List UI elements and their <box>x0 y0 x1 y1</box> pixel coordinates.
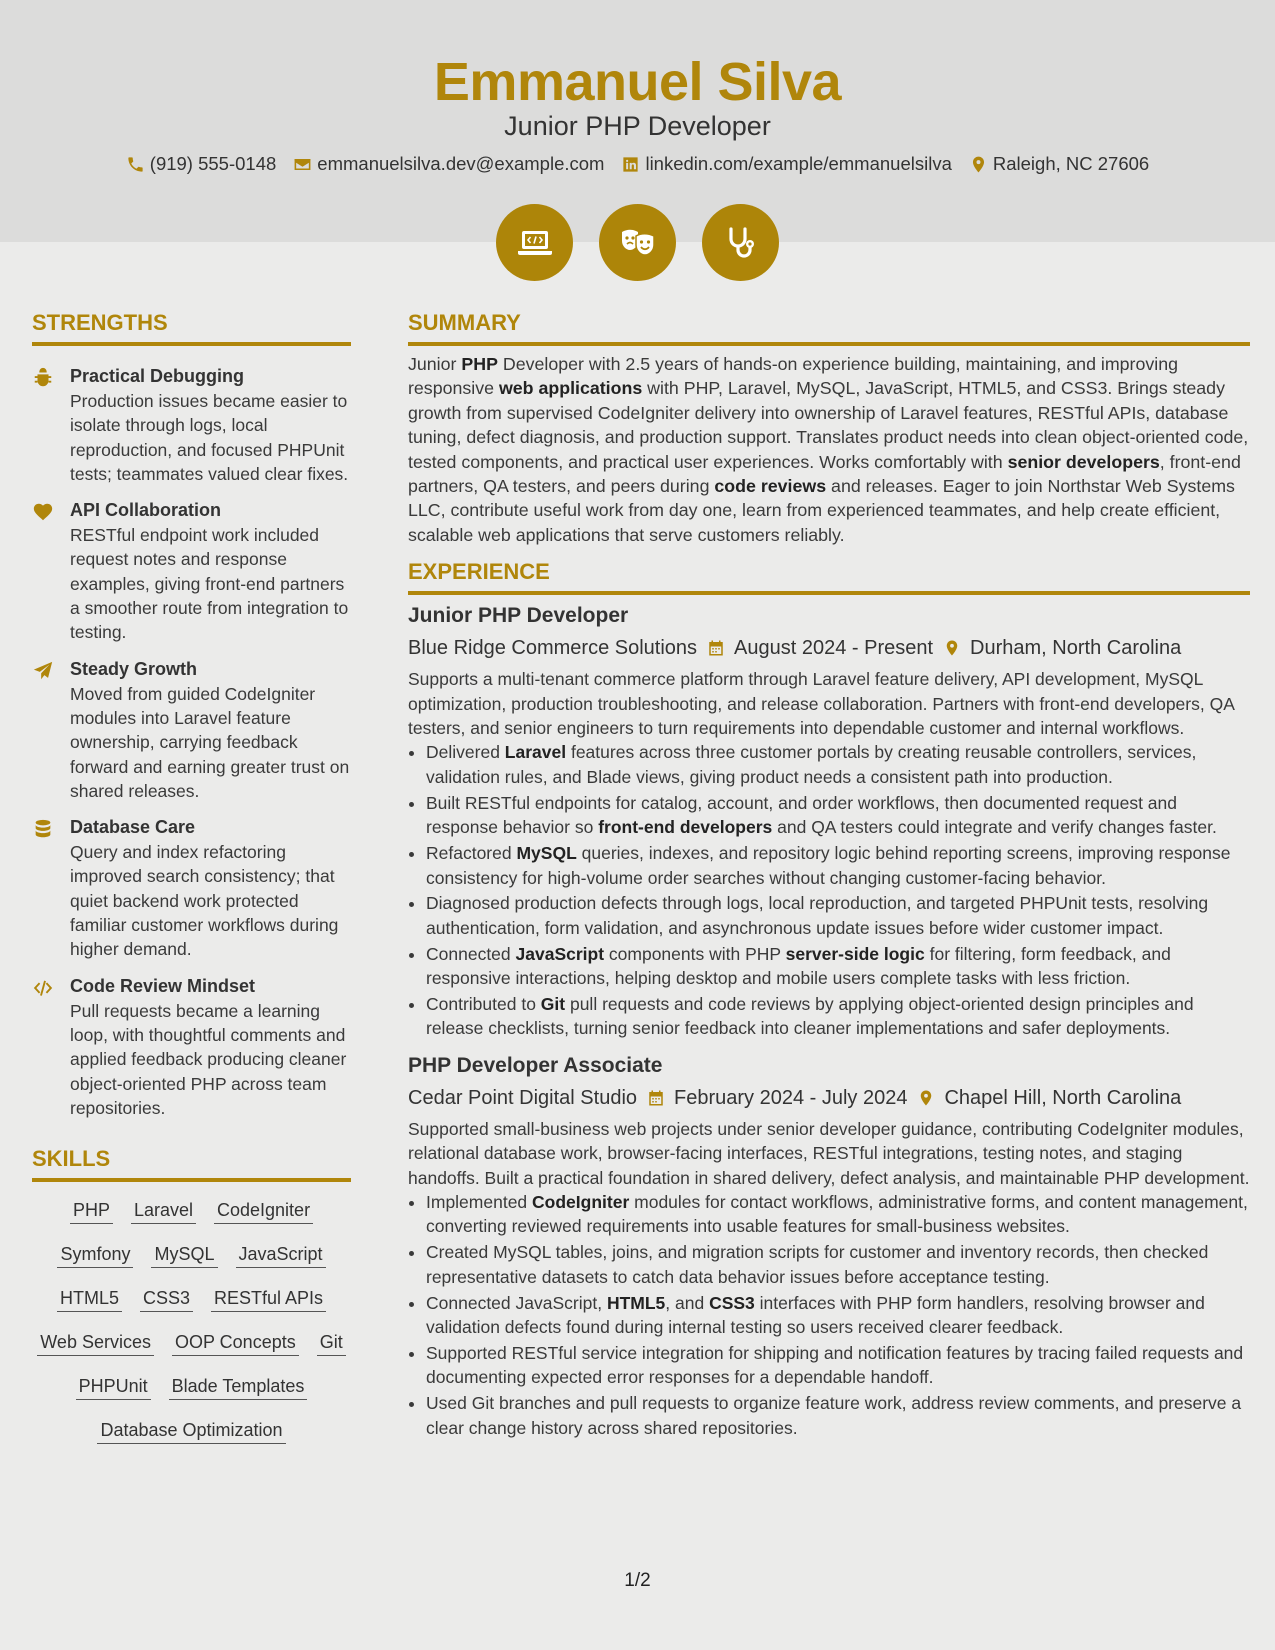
text-run: Diagnosed production defects through logs, local reproduction, and targeted PHPUnit tests, resolving authentication, form validation, and asynchronous update issues before wider customer impact. <box>426 893 1209 938</box>
list-item <box>426 1291 1250 1340</box>
strength-title: API Collaboration <box>70 500 222 521</box>
text-run: queries, indexes, and repository logic behind reporting screens, improving response consistency for high-volume order searches without changing customer-facing behavior. <box>426 843 1231 888</box>
bold-keyword: code reviews <box>714 476 827 497</box>
skill-tag: Git <box>317 1329 346 1356</box>
skill-tag: JavaScript <box>236 1241 326 1268</box>
candidate-name: Emmanuel Silva <box>433 52 842 112</box>
bold-keyword: front-end developers <box>598 817 773 838</box>
bold-keyword: MySQL <box>516 843 577 864</box>
theater-masks-icon <box>618 223 658 263</box>
job-entry <box>408 1051 1250 1440</box>
job-title: PHP Developer Associate <box>408 1053 663 1077</box>
database-icon <box>32 818 54 840</box>
job-location-text: Chapel Hill, North Carolina <box>944 1086 1182 1109</box>
strength-title: Code Review Mindset <box>70 975 256 996</box>
skill-tag: PHP <box>70 1197 113 1224</box>
text-run: Implemented <box>426 1192 533 1213</box>
list-item <box>426 791 1250 840</box>
job-title: Junior PHP Developer <box>408 604 629 628</box>
list-item <box>426 1391 1250 1440</box>
text-run: features across three customer portals by creating reusable controllers, services, validation rules, and Blade views, giving product needs a consistent path into production. <box>426 742 1197 787</box>
text-run: Connected JavaScript, <box>426 1292 607 1313</box>
badge-laptop-code <box>496 204 573 281</box>
strength-description: Pull requests became a learning loop, with thoughtful comments and applied feedback producing cleaner object-oriented PHP across team repositories. <box>70 1000 347 1118</box>
job-meta <box>408 631 1250 665</box>
bold-keyword: Git <box>540 994 566 1015</box>
skills-list <box>32 1182 351 1454</box>
strength-item <box>32 364 351 486</box>
candidate-title: Junior PHP Developer <box>504 111 771 141</box>
skills-heading: SKILLS <box>32 1142 351 1182</box>
strength-item <box>32 815 351 961</box>
job-location <box>917 1081 1181 1115</box>
page-number: 1/2 <box>624 1570 651 1591</box>
text-run: Created MySQL tables, joins, and migration scripts for customer and inventory records, then checked representative datasets to catch data behavior issues before acceptance testing. <box>426 1242 1209 1287</box>
contact-location <box>969 150 1149 178</box>
text-run: Junior <box>408 354 462 374</box>
stethoscope-icon <box>721 223 761 263</box>
paper-plane-icon <box>32 660 54 682</box>
summary-text <box>408 352 1250 547</box>
map-pin-icon <box>969 155 988 174</box>
contact-bar <box>0 150 1275 178</box>
bold-keyword: JavaScript <box>515 943 605 964</box>
job-bullets <box>408 1190 1250 1440</box>
job-dates <box>647 1081 907 1115</box>
job-meta <box>408 1081 1250 1115</box>
job-dates-text: February 2024 - July 2024 <box>674 1086 908 1109</box>
strength-item <box>32 657 351 803</box>
skill-tag: CSS3 <box>140 1285 193 1312</box>
list-item <box>426 942 1250 991</box>
bug-icon <box>32 367 54 389</box>
experience-heading: EXPERIENCE <box>408 555 1250 595</box>
list-item <box>426 891 1250 940</box>
calendar-icon <box>647 1089 665 1107</box>
text-run: and releases. Eager to join Northstar Web Systems LLC, contribute useful work from day one, learn from experienced teammates, and help create efficient, scalable web applications that serve customers reliably. <box>408 476 1235 545</box>
skill-tag: Blade Templates <box>169 1373 308 1400</box>
strength-description: Production issues became easier to isolate through logs, local reproduction, and focused PHPUnit tests; teammates valued clear fixes. <box>70 391 349 484</box>
email-text: emmanuelsilva.dev@example.com <box>317 153 605 174</box>
job-description: Supported small-business web projects under senior developer guidance, contributing CodeIgniter modules, relational database work, browser-facing interfaces, RESTful integrations, testing notes, and staging handoffs. Built a practical foundation in shared delivery, defect analysis, and maintainable PHP development. <box>408 1118 1250 1188</box>
bold-keyword: PHP <box>461 354 498 374</box>
skill-tag: Web Services <box>37 1329 154 1356</box>
right-column <box>408 306 1250 1442</box>
location-text: Raleigh, NC 27606 <box>992 153 1150 174</box>
text-run: for filtering, form feedback, and responsive interactions, helping desktop and mobile users complete tasks with less friction. <box>426 943 1171 989</box>
skill-tag: PHPUnit <box>76 1373 151 1400</box>
left-column <box>32 306 351 1454</box>
text-run: with PHP, Laravel, MySQL, JavaScript, HTML5, and CSS3. Brings steady growth from supervised CodeIgniter delivery into ownership of Laravel features, RESTful APIs, database tuning, defect diagnosis, and production support. Translates product needs into clean object-oriented code, tested components, and practical user experiences. Works comfortably with <box>408 378 1249 472</box>
laptop-code-icon <box>515 223 555 263</box>
contact-linkedin[interactable] <box>621 150 951 178</box>
strength-title: Steady Growth <box>70 658 198 679</box>
job-location <box>943 631 1181 665</box>
skill-tag: RESTful APIs <box>211 1285 326 1312</box>
job-company: Blue Ridge Commerce Solutions <box>408 637 698 660</box>
list-item <box>426 740 1250 789</box>
badge-theater-masks <box>599 204 676 281</box>
phone-icon <box>126 155 145 174</box>
text-run: Supported RESTful service integration for shipping and notification features by tracing failed requests and documenting expected error responses for a dependable handoff. <box>426 1343 1244 1388</box>
heart-icon <box>32 501 54 523</box>
skill-tag: CodeIgniter <box>214 1197 313 1224</box>
strength-description: Moved from guided CodeIgniter modules into Laravel feature ownership, carrying feedback forward and earning greater trust on shared releases. <box>70 683 350 801</box>
text-run: Developer with 2.5 years of hands-on experience building, maintaining, and improving responsive <box>408 354 1178 399</box>
strength-title: Database Care <box>70 817 196 838</box>
list-item <box>426 1240 1250 1289</box>
text-run: interfaces with PHP form handlers, resolving browser and validation defects found during internal testing so users received clearer feedback. <box>426 1292 1205 1338</box>
map-pin-icon <box>943 639 961 657</box>
job-dates-text: August 2024 - Present <box>734 637 934 660</box>
list-item <box>426 1190 1250 1239</box>
text-run: components with PHP <box>604 943 786 964</box>
job-list <box>408 601 1250 1440</box>
skill-tag: Database Optimization <box>97 1417 285 1444</box>
text-run: modules for contact workflows, administrative forms, and content management, converting reviewed requirements into usable features for small-business websites. <box>426 1192 1248 1237</box>
badge-stethoscope <box>702 204 779 281</box>
linkedin-icon <box>621 155 640 174</box>
summary-heading: SUMMARY <box>408 306 1250 346</box>
skill-tag: HTML5 <box>57 1285 122 1312</box>
bold-keyword: web applications <box>498 378 643 399</box>
job-company: Cedar Point Digital Studio <box>408 1086 638 1109</box>
interest-badges <box>0 204 1275 281</box>
envelope-icon <box>293 155 312 174</box>
bold-keyword: CSS3 <box>709 1292 755 1313</box>
job-location-text: Durham, North Carolina <box>970 637 1182 660</box>
list-item <box>426 1341 1250 1390</box>
contact-phone <box>126 150 277 178</box>
text-run: Refactored <box>426 843 517 864</box>
skill-tag: MySQL <box>151 1241 217 1268</box>
text-run: Built RESTful endpoints for catalog, account, and order workflows, then documented request and response behavior so <box>426 792 1177 838</box>
strength-item <box>32 498 351 644</box>
bold-keyword: server-side logic <box>785 943 925 964</box>
text-run: pull requests and code reviews by applying object-oriented design principles and release checklists, turning senior feedback into cleaner implementations and safer deployments. <box>426 994 1194 1039</box>
text-run: Used Git branches and pull requests to organize feature work, address review comments, and preserve a clear change history across shared repositories. <box>426 1393 1242 1438</box>
skill-tag: Symfony <box>57 1241 133 1268</box>
bold-keyword: Laravel <box>504 742 567 763</box>
strengths-heading: STRENGTHS <box>32 306 351 346</box>
code-icon <box>32 977 54 999</box>
list-item <box>426 841 1250 890</box>
skill-tag: Laravel <box>131 1197 196 1224</box>
linkedin-text: linkedin.com/example/emmanuelsilva <box>645 153 952 174</box>
calendar-icon <box>707 639 725 657</box>
job-entry <box>408 601 1250 1041</box>
strengths-list <box>32 346 351 1120</box>
phone-text: (919) 555-0148 <box>149 153 277 174</box>
text-run: Connected <box>426 943 516 964</box>
skill-tag: OOP Concepts <box>172 1329 299 1356</box>
text-run: , front-end partners, QA testers, and peers during <box>408 451 1241 497</box>
map-pin-icon <box>917 1089 935 1107</box>
job-dates <box>707 631 933 665</box>
text-run: Contributed to <box>426 994 541 1015</box>
strength-description: Query and index refactoring improved search consistency; that quiet backend work protected familiar customer workflows during higher demand. <box>70 842 339 960</box>
skills-section <box>32 1142 351 1454</box>
job-description: Supports a multi-tenant commerce platform through Laravel feature delivery, API development, MySQL optimization, production troubleshooting, and release collaboration. Partners with front-end developers, QA testers, and senior engineers to turn requirements into dependable customer and internal workflows. <box>408 669 1234 739</box>
experience-section <box>408 555 1250 1440</box>
strength-item <box>32 974 351 1120</box>
bold-keyword: CodeIgniter <box>532 1192 630 1213</box>
bold-keyword: HTML5 <box>606 1292 666 1313</box>
text-run: Delivered <box>426 742 505 763</box>
list-item <box>426 992 1250 1041</box>
contact-email[interactable] <box>293 150 604 178</box>
text-run: and QA testers could integrate and verify changes faster. <box>772 817 1217 838</box>
strength-title: Practical Debugging <box>70 366 245 386</box>
text-run: , and <box>665 1292 710 1313</box>
bold-keyword: senior developers <box>1007 451 1160 472</box>
strength-description: RESTful endpoint work included request notes and response examples, giving front-end partners a smoother route from integration to testing. <box>70 525 349 643</box>
job-bullets <box>408 740 1250 1040</box>
